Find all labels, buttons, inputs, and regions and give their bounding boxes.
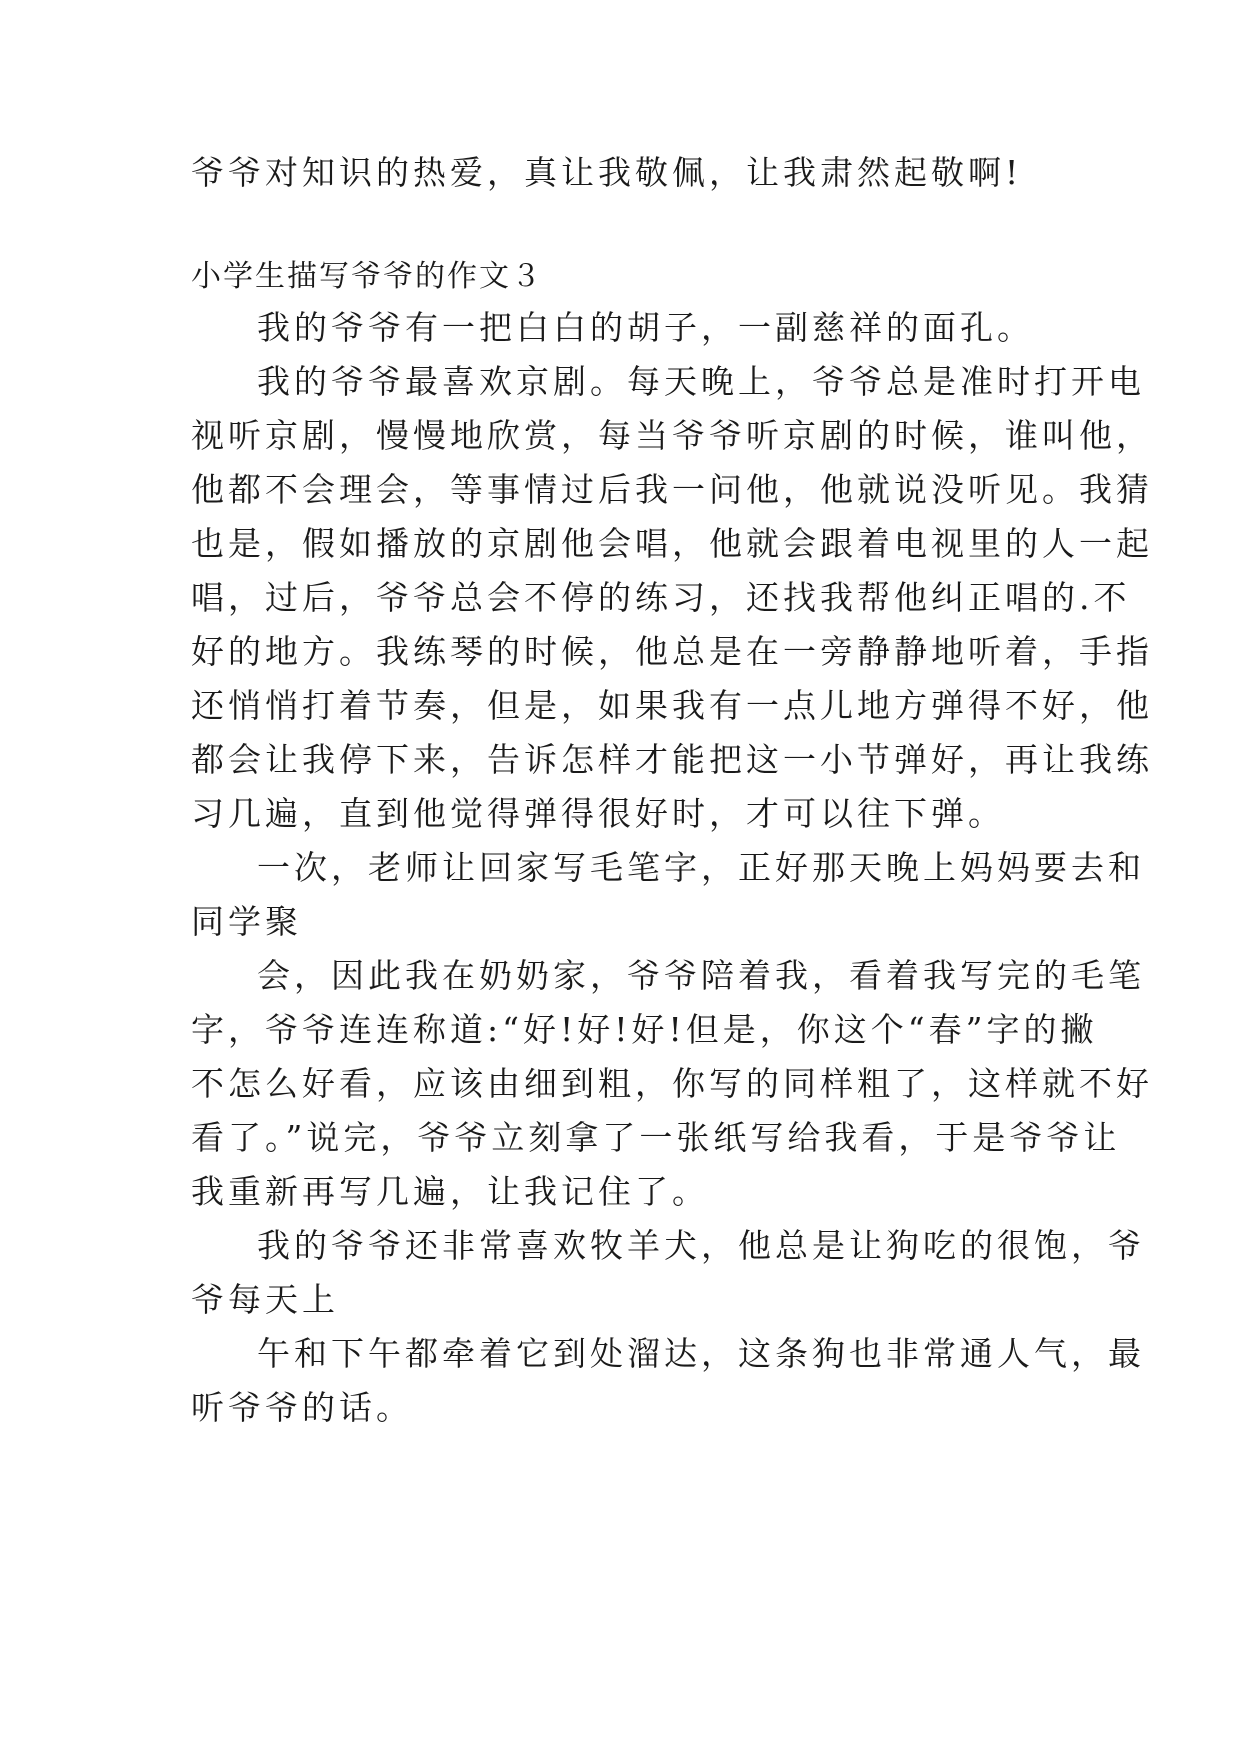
paragraph-line: 我的爷爷还非常喜欢牧羊犬，他总是让狗吃的很饱，爷 — [257, 1226, 1145, 1265]
paragraph-line: 还悄悄打着节奏，但是，如果我有一点儿地方弹得不好，他 — [191, 686, 1153, 725]
paragraph-line: 唱，过后，爷爷总会不停的练习，还找我帮他纠正唱的.不 — [191, 578, 1131, 617]
paragraph-line: 同学聚 — [191, 902, 302, 941]
paragraph-line: 爷每天上 — [191, 1280, 339, 1319]
paragraph-line: 一次，老师让回家写毛笔字，正好那天晚上妈妈要去和 — [257, 848, 1145, 887]
paragraph-line: 听爷爷的话。 — [191, 1388, 413, 1427]
paragraph-line: 字，爷爷连连称道:“好!好!好!但是，你这个“春”字的撇 — [191, 1010, 1098, 1049]
paragraph-line: 我的爷爷最喜欢京剧。每天晚上，爷爷总是准时打开电 — [257, 362, 1145, 401]
paragraph-line: 他都不会理会，等事情过后我一问他，他就说没听见。我猜 — [191, 470, 1153, 509]
paragraph-line: 都会让我停下来，告诉怎样才能把这一小节弹好，再让我练 — [191, 740, 1153, 779]
paragraph-line: 视听京剧，慢慢地欣赏，每当爷爷听京剧的时候，谁叫他， — [191, 416, 1153, 455]
paragraph-line: 看了。”说完，爷爷立刻拿了一张纸写给我看，于是爷爷让 — [191, 1118, 1121, 1157]
closing-sentence: 爷爷对知识的热爱，真让我敬佩，让我肃然起敬啊! — [191, 153, 1023, 192]
paragraph-line: 也是，假如播放的京剧他会唱，他就会跟着电视里的人一起 — [191, 524, 1153, 563]
paragraph-line: 我的爷爷有一把白白的胡子，一副慈祥的面孔。 — [257, 308, 1034, 347]
paragraph-line: 我重新再写几遍，让我记住了。 — [191, 1172, 709, 1211]
paragraph-line: 好的地方。我练琴的时候，他总是在一旁静静地听着，手指 — [191, 632, 1153, 671]
paragraph-line: 会，因此我在奶奶家，爷爷陪着我，看着我写完的毛笔 — [257, 956, 1145, 995]
paragraph-line: 不怎么好看，应该由细到粗，你写的同样粗了，这样就不好 — [191, 1064, 1153, 1103]
paragraph-line: 午和下午都牵着它到处溜达，这条狗也非常通人气，最 — [257, 1334, 1145, 1373]
paragraph-line: 习几遍，直到他觉得弹得很好时，才可以往下弹。 — [191, 794, 1005, 833]
essay-title: 小学生描写爷爷的作文３ — [191, 259, 543, 294]
